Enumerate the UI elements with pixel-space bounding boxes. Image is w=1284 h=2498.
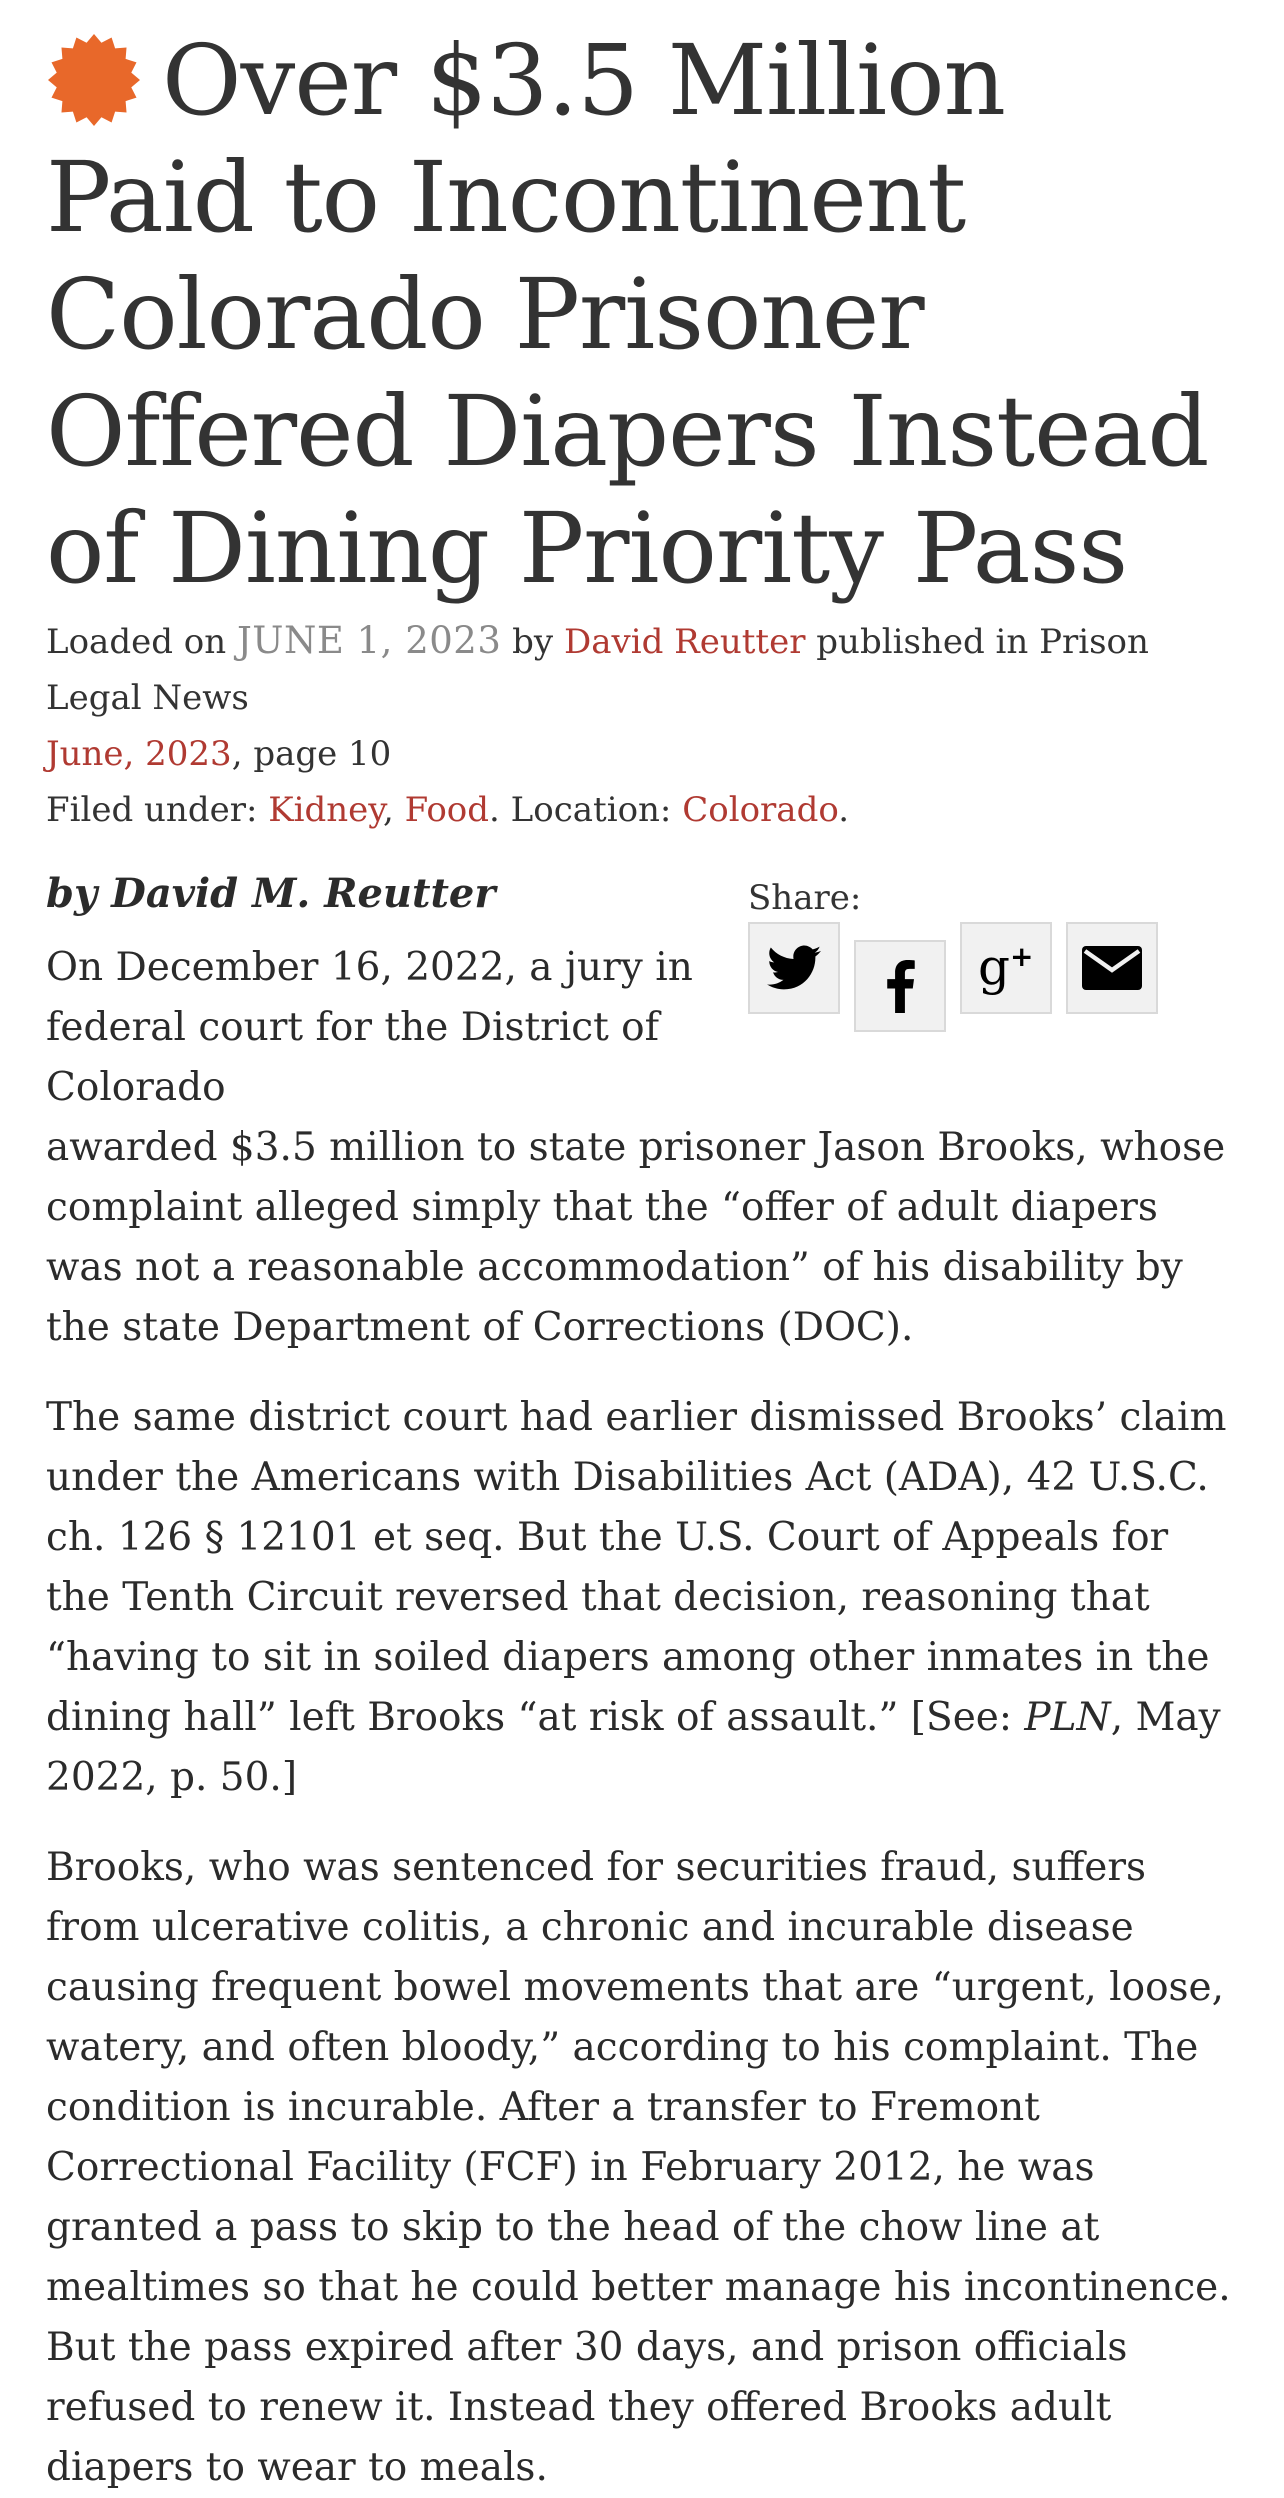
tag-link-food[interactable]: Food (404, 790, 490, 830)
page-number-text: , page 10 (231, 734, 392, 774)
paragraph-text: , May 2022, p. 50.] (46, 1695, 1221, 1800)
article-meta: Loaded on JUNE 1, 2023 by David Reutter published in Prison Legal News June, 2023, page 10 Filed under: Kidney, Food. Location: Colorado. (46, 619, 1149, 830)
paragraph-text: awarded $3.5 million to state prisoner Jason Brooks, whose complaint alleged simply that the “offer of adult diapers was not a reasonable accommodation” of his disability by the state Department of Corrections (DOC). (46, 1125, 1226, 1350)
paragraph-text: The same district court had earlier dismissed Brooks’ claim under the Americans with Disabilities Act (ADA), 42 U.S.C. ch. 126 § 12101 et seq. But the U.S. Court of Appeals for the Tenth Circuit reversed that decision, reasoning that “having to sit in soiled diapers among other inmates in the dining hall” left Brooks “at risk of assault.” [See: (46, 1395, 1227, 1740)
tag-link-kidney[interactable]: Kidney (268, 790, 383, 830)
author-link[interactable]: David Reutter (563, 622, 806, 662)
article-paragraph (46, 1838, 1238, 2498)
email-icon (1082, 946, 1142, 990)
google-plus-icon (974, 938, 1038, 998)
share-label: Share: (748, 878, 862, 918)
by-label: by (512, 622, 554, 662)
article-paragraph (46, 1388, 1238, 1808)
starburst-icon (46, 32, 142, 128)
published-in-text: published in Prison Legal News (46, 622, 1149, 718)
filed-under-label: Filed under: (46, 790, 258, 830)
location-label: Location: (510, 790, 672, 830)
paragraph-text: Brooks, who was sentenced for securities fraud, suffers from ulcerative colitis, a chronic and incurable disease causing frequent bowel movements that are “urgent, loose, watery, and often bloody,” according to his complaint. The condition is incurable. After a transfer to Fremont Correctional Facility (FCF) in February 2012, he was granted a pass to skip to the head of the chow line at mealtimes so that he could better manage his incontinence. But the pass expired after 30 days, and prison officials refused to renew it. Instead they offered Brooks adult diapers to wear to meals. (46, 1845, 1231, 2490)
issue-link[interactable]: June, 2023 (46, 734, 232, 774)
loaded-on-label: Loaded on (46, 622, 227, 662)
paragraph-lead-text: On December 16, 2022, a jury in federal court for the District of Colorado (46, 945, 693, 1110)
article-title-text: Over $3.5 Million Paid to Incontinent Colorado Prisoner Offered Diapers Instead of Dining Priority Pass (46, 24, 1209, 605)
article-title (46, 0, 1238, 607)
article-body (46, 938, 1238, 2498)
twitter-icon (767, 945, 821, 991)
share-google-plus-button[interactable] (960, 922, 1052, 1014)
location-link[interactable]: Colorado (682, 790, 839, 830)
byline: by David M. Reutter (46, 870, 496, 917)
svg-text:+: + (1010, 940, 1034, 973)
loaded-date: JUNE 1, 2023 (236, 619, 502, 662)
share-facebook-button[interactable] (854, 940, 946, 1032)
svg-text:g: g (978, 938, 1011, 996)
share-email-button[interactable] (1066, 922, 1158, 1014)
pln-citation: PLN (1024, 1695, 1111, 1740)
share-panel (748, 878, 1188, 1018)
byline-row (46, 866, 1238, 996)
share-twitter-button[interactable] (748, 922, 840, 1014)
facebook-icon (885, 959, 915, 1013)
